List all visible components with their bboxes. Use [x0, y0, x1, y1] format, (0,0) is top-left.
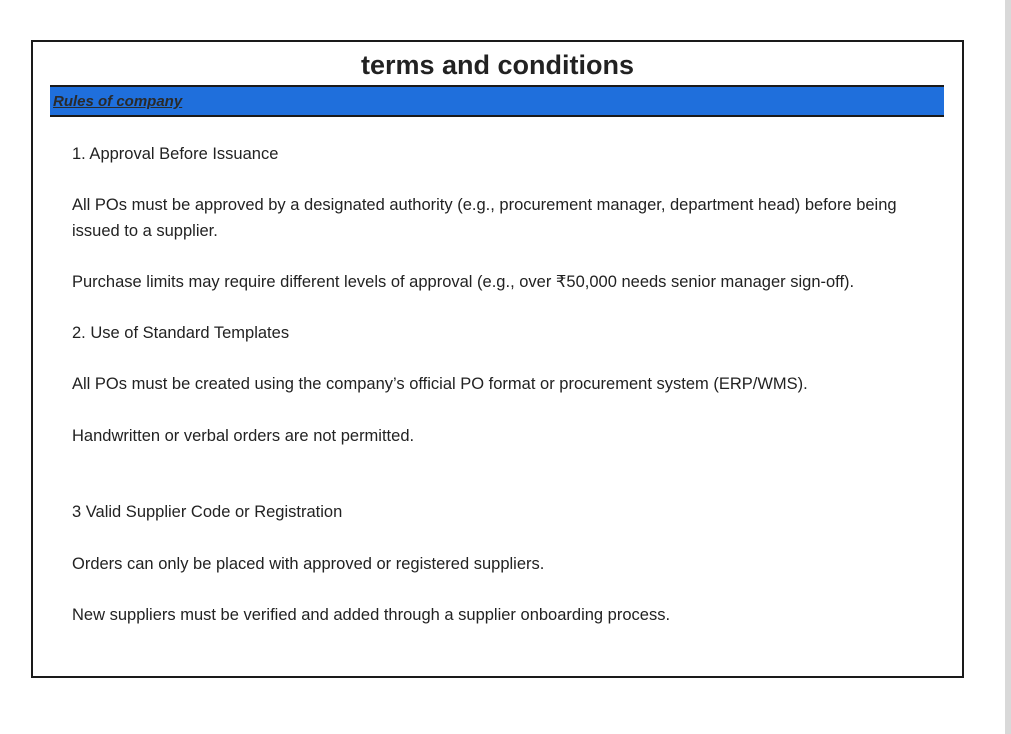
heading-valid-supplier: 3 Valid Supplier Code or Registration [72, 503, 343, 521]
paragraph-purchase-limits: Purchase limits may require different levels of approval (e.g., over ₹50,000 needs senior manager sign-off). [72, 273, 855, 291]
terms-document [31, 40, 964, 678]
paragraph-approval-authority: All POs must be approved by a designated authority (e.g., procurement manager, department head) before being issued to a supplier. [72, 196, 897, 240]
section-header-bar [50, 85, 944, 117]
paragraph-no-verbal-orders: Handwritten or verbal orders are not permitted. [72, 427, 415, 445]
heading-approval-before-issuance: 1. Approval Before Issuance [72, 145, 279, 163]
heading-standard-templates: 2. Use of Standard Templates [72, 324, 290, 342]
section-label: Rules of company [53, 93, 183, 110]
document-title: terms and conditions [360, 50, 635, 80]
paragraph-official-format: All POs must be created using the company’s official PO format or procurement system (ERP/WMS). [72, 375, 808, 393]
paragraph-approved-suppliers: Orders can only be placed with approved or registered suppliers. [72, 555, 545, 573]
vertical-scrollbar[interactable] [1005, 0, 1011, 734]
paragraph-supplier-onboarding: New suppliers must be verified and added through a supplier onboarding process. [72, 606, 671, 624]
